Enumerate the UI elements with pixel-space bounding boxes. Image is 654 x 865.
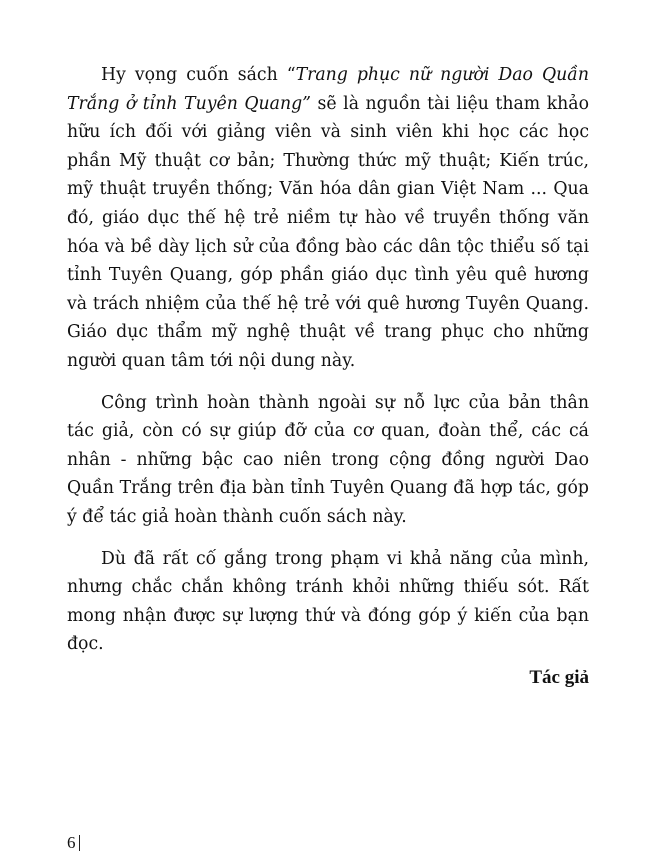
body-text (67, 61, 589, 692)
page-number-divider (79, 835, 80, 851)
paragraph-acknowledgement: Công trình hoàn thành ngoài sự nỗ lực của bản thân tác giả, còn có sự giúp đỡ của cơ quan, đoàn thể, các cá nhân - những bậc cao niên trong cộng đồng người Dao Quần Trắng trên địa bàn tỉnh Tuyên Quang đã hợp tác, góp ý để tác giả hoàn thành cuốn sách này. (67, 392, 589, 527)
paragraph-hope-body: sẽ là nguồn tài liệu tham khảo hữu ích đối với giảng viên và sinh viên khi học các học phần Mỹ thuật cơ bản; Thường thức mỹ thuật; Kiến trúc, mỹ thuật truyền thống; Văn hóa dân gian Việt Nam ... Qua đó, giáo dục thế hệ trẻ niềm tự hào về truyền thống văn hóa và bề dày lịch sử của đồng bào các dân tộc thiểu số tại tỉnh Tuyên Quang, góp phần giáo dục tình yêu quê hương và trách nhiệm của thế hệ trẻ với quê hương Tuyên Quang. Giáo dục thẩm mỹ nghệ thuật về trang phục cho những người quan tâm tới nội dung này. (67, 93, 589, 371)
paragraph-hope-intro: Hy vọng cuốn sách “ (101, 65, 296, 85)
author-signature: Tác giả (529, 666, 589, 688)
page-footer (67, 833, 80, 853)
paragraph-hope (67, 61, 589, 376)
paragraph-apology: Dù đã rất cố gắng trong phạm vi khả năng của mình, nhưng chắc chắn không tránh khỏi những thiếu sót. Rất mong nhận được sự lượng thứ và đóng góp ý kiến của bạn đọc. (67, 548, 589, 655)
page-number: 6 (67, 833, 76, 852)
book-title: Trang phục nữ người Dao Quần Trắng ở tỉnh Tuyên Quang” (67, 65, 589, 114)
